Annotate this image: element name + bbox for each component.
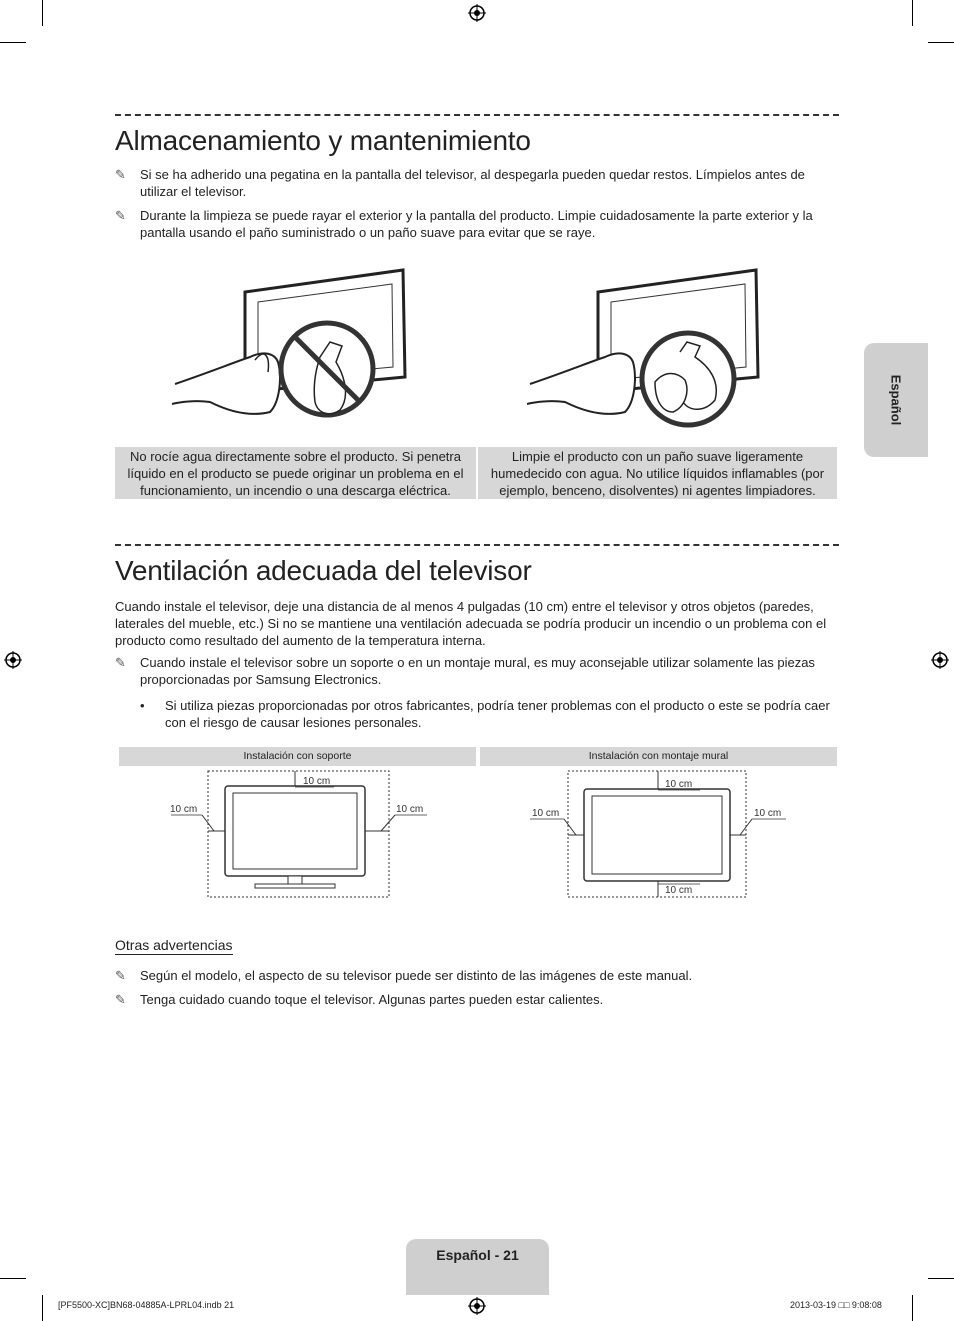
crosshair-registration-icon — [468, 1297, 486, 1315]
crop-mark — [928, 1278, 954, 1279]
crop-mark — [928, 42, 954, 43]
label-left-distance: 10 cm — [170, 804, 198, 815]
note-model-appearance — [115, 967, 839, 984]
crosshair-registration-icon — [931, 651, 949, 669]
label-left-distance: 10 cm — [532, 808, 560, 819]
bullet-dot: • — [140, 698, 145, 713]
illustration-no-spray — [170, 262, 410, 442]
label-top-distance: 10 cm — [665, 779, 693, 790]
bullet-other-manufacturers — [140, 697, 840, 731]
note-sticker — [115, 166, 839, 200]
ventilation-paragraph: Cuando instale el televisor, deje una distancia de al menos 4 pulgadas (10 cm) entre el televisor y otros objetos (paredes, laterales del mueble, etc.) Si no se mantiene una ventilación adecuada se podría producir un incendio o un problema con el producto como resultado del aumento de la temperatura interna. — [115, 599, 827, 648]
section-title-ventilation: Ventilación adecuada del televisor — [115, 555, 532, 586]
label-bottom-distance: 10 cm — [665, 885, 693, 896]
pencil-note-icon: ✎ — [115, 167, 126, 182]
diagram-wall-installation — [480, 766, 837, 898]
diagram-title-stand: Instalación con soporte — [119, 747, 476, 766]
caption-no-spray: No rocíe agua directamente sobre el producto. Si penetra líquido en el producto se puede originar un problema en el funcionamiento, un incendio o una descarga eléctrica. — [115, 447, 476, 499]
note-text: Durante la limpieza se puede rayar el exterior y la pantalla del producto. Limpie cuidadosamente la parte exterior y la pantalla usando el paño suministrado o un paño suave para evitar que se raye. — [140, 208, 813, 240]
note-text: Tenga cuidado cuando toque el televisor. Algunas partes pueden estar calientes. — [140, 992, 604, 1007]
diagram-title-wall: Instalación con montaje mural — [480, 747, 837, 766]
note-hot-parts — [115, 991, 839, 1008]
page-number-tab: Español - 21 — [406, 1239, 549, 1295]
crosshair-registration-icon — [4, 651, 22, 669]
label-right-distance: 10 cm — [396, 804, 424, 815]
crosshair-registration-icon — [468, 4, 486, 22]
note-text: Si se ha adherido una pegatina en la pantalla del televisor, al despegarla pueden quedar restos. Límpielos antes de utilizar el televisor. — [140, 167, 805, 199]
footer-file-info: [PF5500-XC]BN68-04885A-LPRL04.indb 21 — [58, 1300, 235, 1310]
pencil-note-icon: ✎ — [115, 968, 126, 983]
bullet-text: Si utiliza piezas proporcionadas por otros fabricantes, podría tener problemas con el producto o este se podría caer con el riesgo de causar lesiones personales. — [165, 698, 830, 730]
section-divider — [115, 544, 839, 546]
crop-mark — [0, 42, 26, 43]
pencil-note-icon: ✎ — [115, 208, 126, 223]
crop-mark — [912, 0, 913, 26]
section-title-storage: Almacenamiento y mantenimiento — [115, 125, 531, 156]
subsection-title-other-warnings: Otras advertencias — [115, 937, 233, 953]
diagram-stand-installation — [119, 766, 476, 898]
language-side-tab — [864, 343, 928, 457]
note-cleaning — [115, 207, 839, 241]
language-side-tab-label: Español — [888, 374, 904, 426]
note-text: Según el modelo, el aspecto de su televisor puede ser distinto de las imágenes de este manual. — [140, 968, 693, 983]
note-text: Cuando instale el televisor sobre un soporte o en un montaje mural, es muy aconsejable utilizar solamente las piezas proporcionadas por Samsung Electronics. — [140, 655, 815, 687]
footer-timestamp: 2013-03-19 □□ 9:08:08 — [790, 1300, 882, 1310]
section-divider — [115, 114, 839, 116]
label-top-distance: 10 cm — [303, 776, 331, 787]
crop-mark — [912, 1295, 913, 1321]
label-right-distance: 10 cm — [754, 808, 782, 819]
pencil-note-icon: ✎ — [115, 992, 126, 1007]
crop-mark — [0, 1278, 26, 1279]
crop-mark — [42, 0, 43, 26]
pencil-note-icon: ✎ — [115, 655, 126, 670]
note-samsung-parts — [115, 654, 839, 688]
illustration-cloth-cleaning — [525, 262, 765, 442]
caption-cloth-cleaning: Limpie el producto con un paño suave ligeramente humedecido con agua. No utilice líquidos inflamables (por ejemplo, benceno, disolventes) ni agentes limpiadores. — [478, 447, 837, 499]
crop-mark — [42, 1295, 43, 1321]
